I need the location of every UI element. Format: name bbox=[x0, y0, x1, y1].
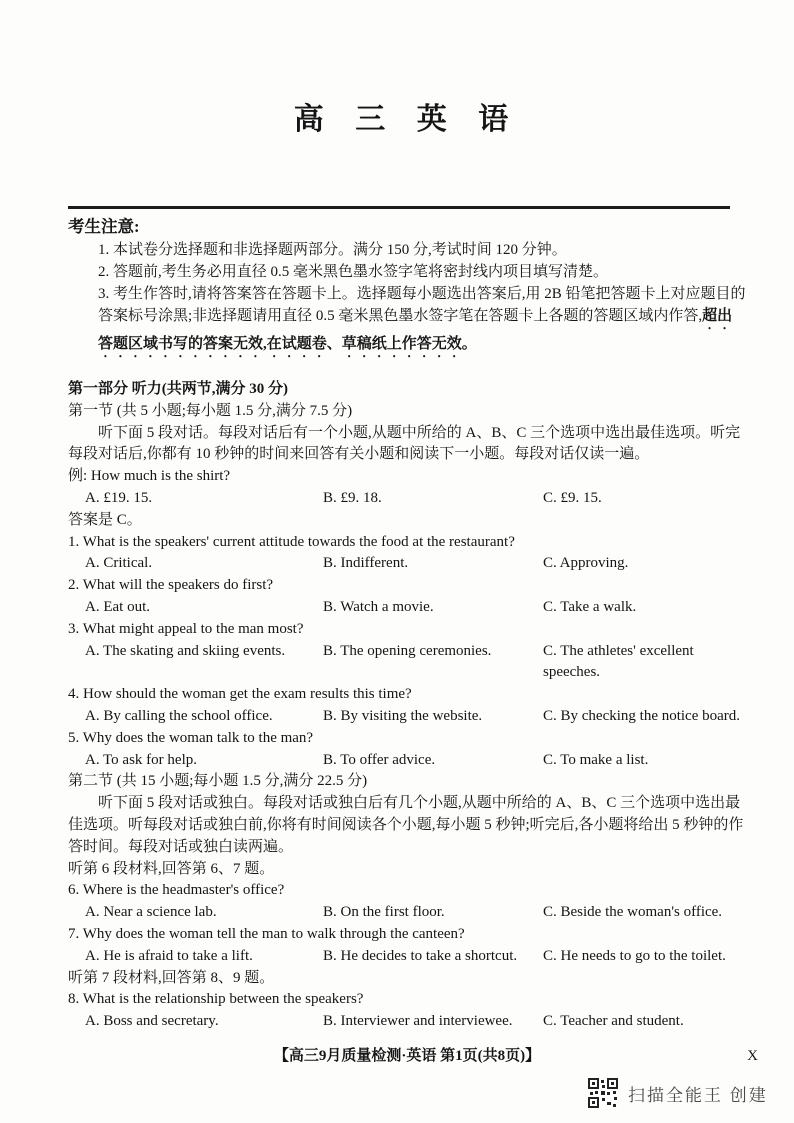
example-options bbox=[68, 488, 746, 510]
question-options bbox=[68, 750, 746, 772]
question-text: 8. What is the relationship between the speakers? bbox=[68, 991, 364, 1008]
question-options bbox=[68, 641, 746, 685]
option-a: A. The skating and skiing events. bbox=[85, 642, 286, 659]
option-a: A. He is afraid to take a lift. bbox=[85, 947, 253, 964]
notice-item-3-emphasis: 超出答题区域书写的答案无效,在试题卷、草稿纸上作答无效。 bbox=[98, 308, 733, 352]
part1-heading: 第一部分 听力(共两节,满分 30 分) bbox=[68, 381, 288, 397]
question-7 bbox=[68, 924, 746, 968]
option-c: C. He needs to go to the toilet. bbox=[543, 947, 726, 964]
option-c: C. The athletes' excellent speeches. bbox=[543, 642, 694, 681]
footer-page-mark: X bbox=[747, 1047, 758, 1064]
scanner-label: 扫描全能王 创建 bbox=[628, 1085, 768, 1105]
notice-item-3-text: 3. 考生作答时,请将答案答在答题卡上。选择题每小题选出答案后,用 2B 铅笔把答题卡上对应题目的答案标号涂黑;非选择题请用直径 0.5 毫米黑色墨水签字笔在答题卡上各题的答题区域内作答, bbox=[98, 286, 746, 324]
option-b: B. Interviewer and interviewee. bbox=[323, 1013, 513, 1030]
notice-item-2: 2. 答题前,考生务必用直径 0.5 毫米黑色墨水签字笔将密封线内项目填写清楚。 bbox=[98, 264, 609, 280]
candidate-notice bbox=[68, 215, 746, 361]
option-a: A. Boss and secretary. bbox=[85, 1013, 219, 1030]
option-b: B. Indifferent. bbox=[323, 555, 409, 572]
footer-text: 【高三9月质量检测·英语 第1页(共8页)】 bbox=[273, 1047, 541, 1064]
question-options bbox=[68, 946, 746, 968]
question-4 bbox=[68, 684, 746, 728]
option-a: A. Critical. bbox=[85, 555, 153, 572]
option-c: C. Approving. bbox=[543, 555, 629, 572]
option-b: B. He decides to take a shortcut. bbox=[323, 947, 518, 964]
section1-instructions: 听下面 5 段对话。每段对话后有一个小题,从题中所给的 A、B、C 三个选项中选出最佳选项。听完每段对话后,你都有 10 秒钟的时间来回答有关小题和阅读下一小题。每段对话仅读一遍。 bbox=[68, 424, 741, 463]
option-b: B. By visiting the website. bbox=[323, 707, 483, 724]
exam-body bbox=[68, 379, 758, 1068]
example-question: 例: How much is the shirt? bbox=[68, 468, 231, 485]
question-1 bbox=[68, 532, 746, 576]
page-footer bbox=[68, 1046, 758, 1068]
option-c: C. Take a walk. bbox=[543, 598, 637, 615]
question-text: 2. What will the speakers do first? bbox=[68, 577, 274, 594]
option-c: C. Teacher and student. bbox=[543, 1013, 684, 1030]
notice-heading: 考生注意: bbox=[68, 217, 140, 236]
scanner-watermark bbox=[588, 1078, 768, 1108]
question-2 bbox=[68, 575, 746, 619]
option-b: B. The opening ceremonies. bbox=[323, 642, 492, 659]
exam-title: 高 三 英 语 bbox=[293, 103, 521, 136]
section2-heading: 第二节 (共 15 小题;每小题 1.5 分,满分 22.5 分) bbox=[68, 773, 368, 790]
section1-heading: 第一节 (共 5 小题;每小题 1.5 分,满分 7.5 分) bbox=[68, 402, 353, 419]
option-c: C. Beside the woman's office. bbox=[543, 904, 723, 921]
question-text: 1. What is the speakers' current attitude towards the food at the restaurant? bbox=[68, 533, 515, 550]
option-a: A. Eat out. bbox=[85, 598, 150, 615]
material-1-line: 听第 6 段材料,回答第 6、7 题。 bbox=[68, 860, 275, 877]
option-c: C. By checking the notice board. bbox=[543, 707, 741, 724]
question-text: 7. Why does the woman tell the man to walk through the canteen? bbox=[68, 925, 465, 942]
option-b: B. Watch a movie. bbox=[323, 598, 434, 615]
section2-instructions: 听下面 5 段对话或独白。每段对话或独白后有几个小题,从题中所给的 A、B、C 三个选项中选出最佳选项。听每段对话或独白前,你将有时间阅读各个小题,每小题 5 秒钟;听完后,各小题将给出 5 秒钟的作答时间。每段对话或独白读两遍。 bbox=[68, 795, 744, 855]
question-text: 5. Why does the woman talk to the man? bbox=[68, 729, 314, 746]
option-b: B. On the first floor. bbox=[323, 904, 445, 921]
question-options bbox=[68, 902, 746, 924]
question-options bbox=[68, 706, 746, 728]
notice-items bbox=[68, 239, 746, 361]
example-option-b: B. £9. 18. bbox=[323, 489, 382, 506]
question-3 bbox=[68, 619, 746, 684]
question-8 bbox=[68, 989, 746, 1033]
question-text: 6. Where is the headmaster's office? bbox=[68, 882, 285, 899]
option-a: A. Near a science lab. bbox=[85, 904, 217, 921]
question-options bbox=[68, 597, 746, 619]
notice-item-3 bbox=[98, 283, 746, 361]
header-divider bbox=[68, 206, 730, 209]
question-6 bbox=[68, 880, 746, 924]
question-text: 3. What might appeal to the man most? bbox=[68, 620, 304, 637]
qr-code-icon bbox=[588, 1078, 618, 1108]
question-text: 4. How should the woman get the exam results this time? bbox=[68, 686, 412, 703]
option-a: A. By calling the school office. bbox=[85, 707, 273, 724]
example-option-c: C. £9. 15. bbox=[543, 489, 602, 506]
example-option-a: A. £19. 15. bbox=[85, 489, 153, 506]
option-b: B. To offer advice. bbox=[323, 751, 436, 768]
example-answer: 答案是 C。 bbox=[68, 511, 142, 528]
question-5 bbox=[68, 728, 746, 772]
material-2-line: 听第 7 段材料,回答第 8、9 题。 bbox=[68, 969, 275, 986]
question-options bbox=[68, 553, 746, 575]
notice-item-1: 1. 本试卷分选择题和非选择题两部分。满分 150 分,考试时间 120 分钟。 bbox=[98, 242, 567, 258]
option-a: A. To ask for help. bbox=[85, 751, 197, 768]
question-options bbox=[68, 1011, 746, 1033]
option-c: C. To make a list. bbox=[543, 751, 649, 768]
